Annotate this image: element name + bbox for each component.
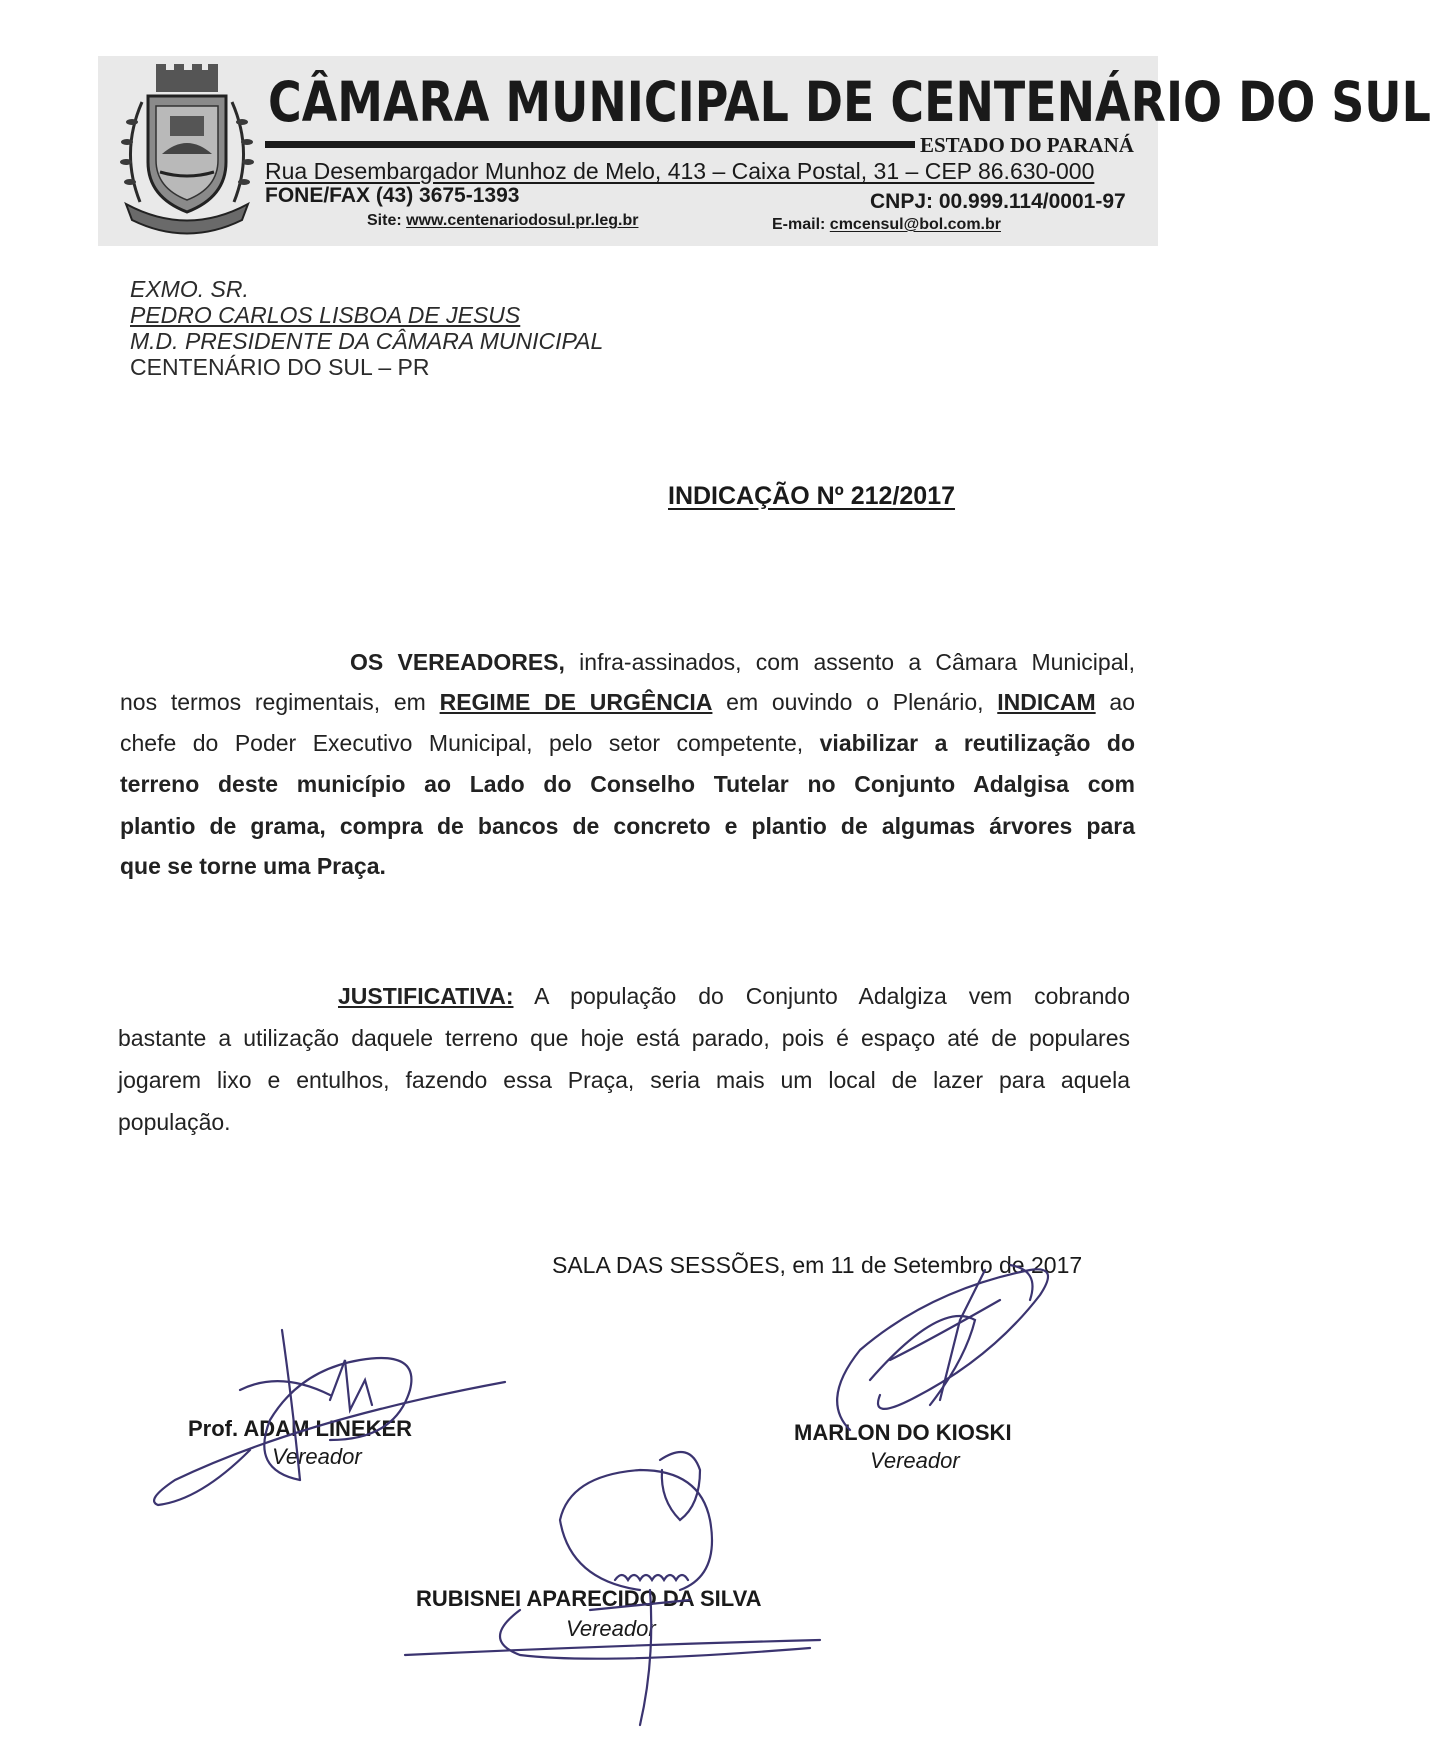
addressee-name: PEDRO CARLOS LISBOA DE JESUS xyxy=(130,302,521,328)
document-title: INDICAÇÃO Nº 212/2017 xyxy=(668,482,956,510)
justification-line-2: bastante a utilização daquele terreno que hoje está parado, pois é espaço até de populares xyxy=(118,1025,1130,1051)
header-rule xyxy=(265,141,915,148)
chamber-name: CÂMARA MUNICIPAL DE CENTENÁRIO DO SUL xyxy=(268,70,1431,134)
body-text: infra-assinados, com assento a Câmara Municipal, xyxy=(564,649,1135,675)
body-line-2 xyxy=(120,688,1135,716)
signatory-name-3: RUBISNEI APARECIDO DA SILVA xyxy=(416,1586,762,1611)
signatory-role-3: Vereador xyxy=(566,1616,656,1641)
website xyxy=(367,212,638,230)
email xyxy=(772,216,1001,234)
justification-line-3: jogarem lixo e entulhos, fazendo essa Praça, seria mais um local de lazer para aquela xyxy=(118,1067,1130,1093)
signatory-name-1: Prof. ADAM LINEKER xyxy=(188,1416,413,1441)
state-name: ESTADO DO PARANÁ xyxy=(920,133,1134,157)
signature-2-scribble xyxy=(837,1265,1048,1430)
justification-text: A população do Conjunto Adalgiza vem cobrando xyxy=(513,983,1130,1009)
body-text: chefe do Poder Executivo Municipal, pelo setor competente, xyxy=(120,730,820,756)
body-text-bold: viabilizar a reutilização do xyxy=(819,730,1135,756)
email-label: E-mail: xyxy=(772,216,826,233)
justification-line-4: população. xyxy=(118,1109,231,1135)
phone-fax: FONE/FAX (43) 3675-1393 xyxy=(265,184,520,207)
body-line-6: que se torne uma Praça. xyxy=(120,853,386,879)
session-date: SALA DAS SESSÕES, em 11 de Setembro de 2017 xyxy=(552,1252,1083,1278)
body-text: em ouvindo o Plenário, xyxy=(712,689,998,715)
signatory-role-2: Vereador xyxy=(870,1448,960,1473)
body-line-1 xyxy=(350,648,1135,676)
addressee-place: CENTENÁRIO DO SUL – PR xyxy=(130,354,430,380)
cnpj: CNPJ: 00.999.114/0001-97 xyxy=(870,190,1126,213)
body-text: nos termos regimentais, em xyxy=(120,689,440,715)
postal-address: Rua Desembargador Munhoz de Melo, 413 – Caixa Postal, 31 – CEP 86.630-000 xyxy=(265,158,1095,184)
site-label: Site: xyxy=(367,212,402,229)
body-line-3 xyxy=(120,729,1135,757)
justification-label: JUSTIFICATIVA: xyxy=(338,983,514,1009)
signatory-role-1: Vereador xyxy=(272,1444,362,1469)
site-link[interactable]: www.centenariodosul.pr.leg.br xyxy=(406,212,639,229)
justification-line-1 xyxy=(338,982,1130,1010)
addressee-role: M.D. PRESIDENTE DA CÂMARA MUNICIPAL xyxy=(130,328,604,354)
salutation: EXMO. SR. xyxy=(130,276,249,302)
email-link[interactable]: cmcensul@bol.com.br xyxy=(829,216,1001,233)
body-text: ao xyxy=(1095,689,1135,715)
municipal-crest-icon xyxy=(112,62,262,237)
subject-label: OS VEREADORES, xyxy=(350,649,565,675)
signatory-name-2: MARLON DO KIOSKI xyxy=(794,1420,1012,1445)
body-line-4: terreno deste município ao Lado do Conselho Tutelar no Conjunto Adalgisa com xyxy=(120,771,1135,797)
body-line-5: plantio de grama, compra de bancos de concreto e plantio de algumas árvores para xyxy=(120,813,1135,839)
urgency-regime: REGIME DE URGÊNCIA xyxy=(439,689,713,715)
indicam: INDICAM xyxy=(997,689,1096,715)
